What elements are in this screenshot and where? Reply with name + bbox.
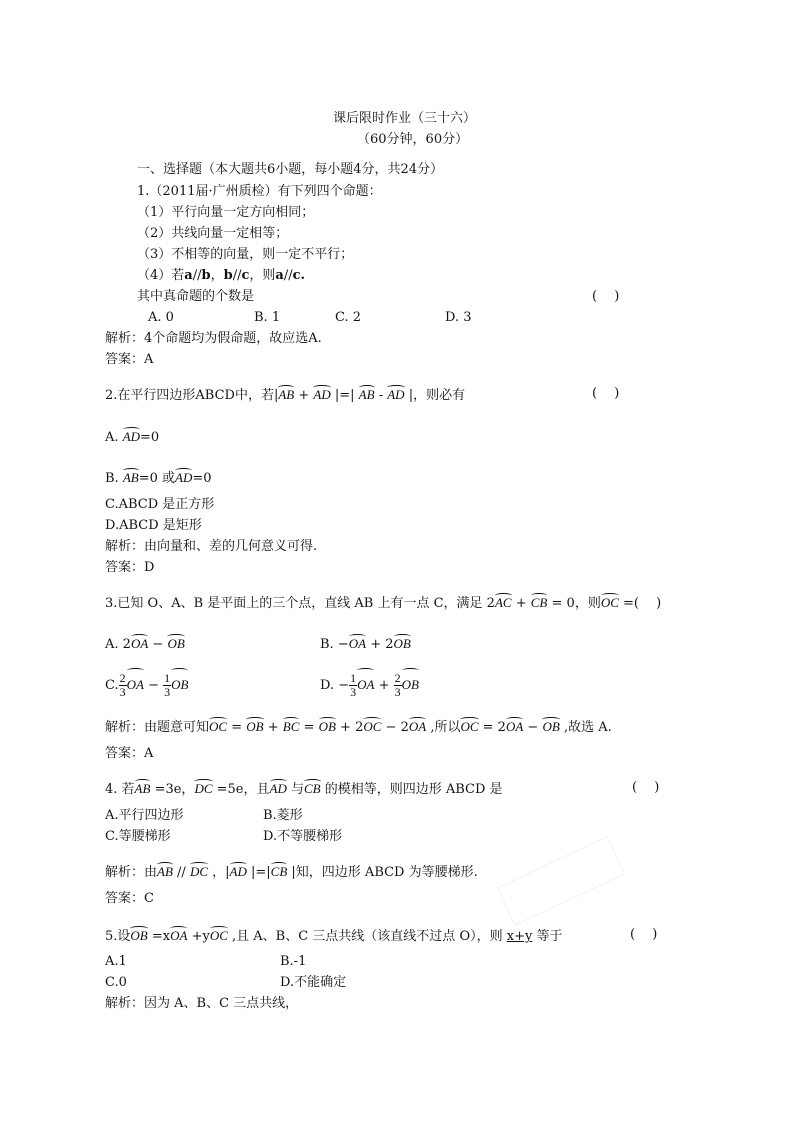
q3-plus: +: [511, 596, 531, 611]
q1-statement-3: （3）不相等的向量，则一定不平行；: [137, 247, 354, 262]
q5-xy: x+y: [506, 929, 533, 944]
vector-ob-5: OB: [246, 716, 263, 735]
q1-answer: 答案：A: [105, 352, 154, 367]
q3-an-end: ,故选 A.: [559, 720, 612, 735]
vector-ob-4: OB: [402, 667, 419, 700]
vector-ad-3: AD: [123, 426, 140, 445]
fraction: [349, 672, 357, 699]
q4-option-c: C.等腰梯形: [105, 829, 171, 844]
q2-mid: |=|: [330, 388, 359, 403]
vector-ac: AC: [495, 592, 512, 611]
q3-option-b: [320, 633, 411, 653]
q3-opta-mid: −: [148, 637, 168, 652]
q2-answer: 答案：D: [105, 560, 155, 575]
q5-stem: [105, 925, 562, 945]
vector-oc-4: OC: [460, 716, 478, 735]
vector-dc-2: DC: [190, 861, 208, 880]
vector-oc-5: OC: [210, 925, 228, 944]
vector-oa-6: OA: [506, 716, 523, 735]
fraction-den: 3: [119, 685, 126, 699]
q5-stem-a: 5.设: [105, 929, 131, 944]
q4-analysis: [105, 861, 478, 881]
q4-stem: [105, 778, 503, 798]
q1-statement-1: （1）平行向量一定方向相同；: [137, 205, 315, 220]
vector-ob-2: OB: [394, 633, 411, 652]
q3-option-a: [105, 633, 185, 653]
fraction: [163, 672, 171, 699]
q1-statement-4: [137, 268, 305, 284]
q5-option-c: C.0: [105, 975, 127, 990]
q2-optb-post: =0: [192, 471, 212, 486]
q1-s4-c: c: [241, 268, 250, 283]
q4-s3: 与: [286, 782, 304, 797]
q5-analysis: 解析：因为 A、B、C 三点共线，: [105, 996, 299, 1011]
q2-optb-mid: =0 或: [138, 471, 176, 486]
q2-analysis: 解析：由向量和、差的几何意义可得.: [105, 539, 318, 554]
vector-cb-3: CB: [271, 861, 288, 880]
q1-option-c: C. 2: [335, 310, 362, 325]
q2-option-a: [105, 426, 159, 446]
vector-ab-5: AB: [157, 861, 173, 880]
q4-option-b: B.菱形: [263, 808, 303, 823]
q3-an-m: − 2: [381, 720, 409, 735]
q1-s4-parallel-2: //: [232, 268, 242, 283]
q3-an-m2: −: [523, 720, 543, 735]
q1-analysis: 解析：4个命题均为假命题，故应选A.: [105, 331, 322, 346]
q4-an-c: |=|: [246, 865, 271, 880]
vector-ob-8: OB: [130, 925, 147, 944]
vector-oa-3: OA: [127, 667, 144, 700]
vector-ad-2: AD: [387, 384, 404, 403]
vector-ad-4: AD: [175, 467, 192, 486]
vector-ab-2: AB: [359, 384, 375, 403]
q5-s1: =x: [147, 929, 171, 944]
q1-option-b: B. 1: [254, 310, 281, 325]
q4-s1: =3e，: [150, 782, 195, 797]
fraction: [119, 672, 127, 699]
q4-an-d: |知，四边形 ABCD 为等腰梯形.: [287, 865, 478, 880]
page-title: 课后限时作业（三十六）: [333, 111, 477, 126]
q3-an-pre: 解析：由题意可知: [105, 720, 210, 735]
q1-s4-parallel: //: [192, 268, 202, 283]
q1-s4-a: a: [184, 268, 193, 283]
fraction-num: 2: [119, 671, 126, 685]
q3-optc-mid: −: [143, 678, 164, 693]
q3-analysis: [105, 716, 612, 736]
q3-stem-b: = 0，则: [547, 596, 601, 611]
vector-cb-2: CB: [304, 778, 321, 797]
q2-opta-post: =0: [140, 430, 160, 445]
q3-an-p1: +: [263, 720, 283, 735]
q1-option-a: A. 0: [148, 310, 174, 325]
vector-ad-5: AD: [270, 778, 287, 797]
vector-oc-3: OC: [363, 716, 381, 735]
q3-optc-pre: C.: [105, 678, 119, 693]
q5-option-d: D.不能确定: [280, 975, 347, 990]
q4-s2: =5e，且: [212, 782, 270, 797]
q2-stem-a: 2.在平行四边形ABCD中，若|: [105, 388, 279, 403]
q2-stem: [105, 384, 465, 404]
vector-ab-3: AB: [123, 467, 139, 486]
q5-s2: +y: [187, 929, 210, 944]
q3-opta-pre: A. 2: [105, 637, 131, 652]
vector-ob: OB: [167, 633, 184, 652]
q2-optb-label: B.: [105, 471, 119, 486]
q4-an-b: ，|: [208, 865, 230, 880]
q2-option-d: D.ABCD 是矩形: [105, 518, 202, 533]
q1-s4-c2: c.: [292, 268, 306, 283]
fraction-num: 2: [394, 671, 401, 685]
q4-stem-b: 的模相等，则四边形 ABCD 是: [320, 782, 503, 797]
q2-stem-b: |，则必有: [404, 388, 466, 403]
fraction-den: 3: [350, 685, 357, 699]
vector-oa-2: OA: [349, 633, 366, 652]
vector-ab: AB: [278, 384, 294, 403]
q1-s4-prefix: （4）若: [137, 268, 185, 283]
q3-optb-pre: B. −: [320, 637, 349, 652]
q2-opta-label: A.: [105, 430, 119, 445]
q4-an-a: 解析：由: [105, 865, 158, 880]
fraction-num: 1: [164, 671, 171, 685]
vector-dc: DC: [194, 778, 212, 797]
q5-stem-b: ,且 A、B、C 三点共线（该直线不过点 O），则: [227, 929, 507, 944]
vector-ab-4: AB: [135, 778, 151, 797]
q1-s4-a2: a: [275, 268, 284, 283]
q2-plus: +: [294, 388, 314, 403]
q3-optb-mid: + 2: [366, 637, 394, 652]
q5-option-a: A.1: [105, 954, 127, 969]
q3-optd-pre: D. −: [320, 678, 350, 693]
q1-statement-2: （2）共线向量一定相等；: [137, 226, 289, 241]
q3-option-d: [320, 667, 419, 701]
vector-oc-2: OC: [209, 716, 227, 735]
q4-stem-a: 4. 若: [105, 782, 135, 797]
vector-ad: AD: [313, 384, 330, 403]
q3-an-p2: + 2: [335, 720, 364, 735]
q5-bracket: ( ): [630, 927, 658, 942]
vector-ad-6: AD: [230, 861, 247, 880]
q1-s4-b: b: [201, 268, 211, 283]
q4-an-par: //: [172, 865, 190, 880]
vector-ob-6: OB: [319, 716, 336, 735]
q4-option-d: D.不等腰梯形: [263, 829, 343, 844]
page-subtitle: （60分钟，60分）: [357, 132, 469, 147]
q1-s4-b2: b: [223, 268, 233, 283]
q4-bracket: ( ): [632, 780, 660, 795]
q3-an-eq1: =: [227, 720, 247, 735]
q5-option-b: B.-1: [280, 954, 307, 969]
vector-oa-5: OA: [409, 716, 426, 735]
q3-stem: [105, 592, 661, 612]
q4-answer: 答案：C: [105, 891, 154, 906]
fraction-den: 3: [394, 685, 401, 699]
q1-s4-parallel-3: //: [283, 268, 293, 283]
q3-stem-a: 3.已知 O、A、B 是平面上的三个点，直线 AB 上有一点 C，满足 2: [105, 596, 495, 611]
q3-an-mid: ,所以: [426, 720, 461, 735]
fraction: [394, 672, 402, 699]
vector-oa-4: OA: [357, 667, 374, 700]
vector-oa-7: OA: [170, 925, 187, 944]
q3-option-c: [105, 667, 188, 701]
section-heading: 一、选择题（本大题共6小题，每小题4分，共24分）: [137, 162, 444, 177]
q2-minus: -: [374, 388, 388, 403]
q3-an-eq2: =: [299, 720, 319, 735]
q1-stem: 1.（2011届·广州质检）有下列四个命题：: [137, 184, 382, 199]
watermark-mark: [497, 836, 625, 926]
vector-oc: OC: [601, 592, 619, 611]
fraction-num: 1: [350, 671, 357, 685]
q2-bracket: ( ): [592, 386, 620, 401]
q1-option-d: D. 3: [445, 310, 472, 325]
vector-ob-7: OB: [542, 716, 559, 735]
q2-option-b: [105, 467, 212, 487]
q3-optd-mid: +: [374, 678, 394, 693]
q1-s4-sep: ，: [210, 268, 224, 283]
q1-question: 其中真命题的个数是: [137, 289, 255, 304]
vector-cb: CB: [531, 592, 548, 611]
q1-bracket: ( ): [592, 289, 620, 304]
q4-option-a: A.平行四边形: [105, 808, 184, 823]
q1-s4-sep-2: ，则: [249, 268, 276, 283]
vector-bc: BC: [283, 716, 300, 735]
q2-option-c: C.ABCD 是正方形: [105, 497, 215, 512]
q3-answer: 答案：A: [105, 746, 154, 761]
vector-ob-3: OB: [171, 667, 188, 700]
q5-stem-c: 等于: [532, 929, 563, 944]
q3-an-eq3: = 2: [478, 720, 506, 735]
fraction-den: 3: [164, 685, 171, 699]
vector-oa: OA: [131, 633, 148, 652]
q3-stem-c: =( ): [618, 596, 662, 611]
